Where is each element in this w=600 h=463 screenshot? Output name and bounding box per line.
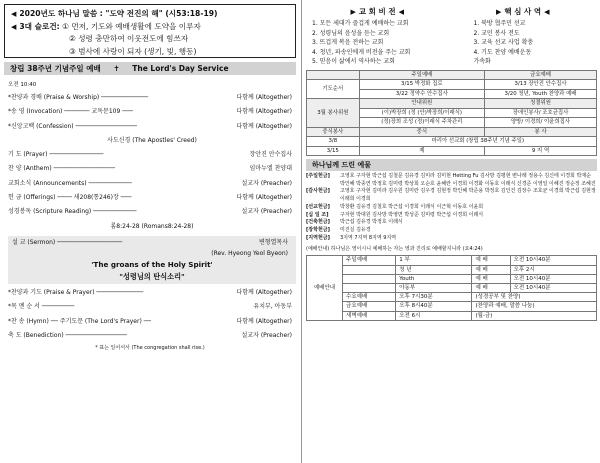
theme-verse: 2020년도 하나님 말씀 : "도약 전진의 해" (시53:18-19) bbox=[19, 9, 218, 18]
worship-schedule-table bbox=[306, 255, 597, 320]
slogan-3: ③ 범사에 사랑이 되자 (생기, 빛, 행동) bbox=[69, 46, 197, 56]
sermon-preacher: 변형열목사 bbox=[259, 238, 288, 246]
table-row: (이)박장희 (정 (안)박장희/이래식) 장애인봉사/ 조호균집사 bbox=[307, 108, 597, 118]
list-item: [선교헌금] 박창환 김유경 김철호 박근섭 이경희 이래식 이근혁 이동호 이윤희 bbox=[306, 203, 484, 210]
list-item: [건축헌금] 박근섭 김유경 박정호 이래식 bbox=[306, 219, 403, 226]
vision-lists bbox=[306, 19, 597, 67]
table-row: 아동부 예 배 오전 10시40분 bbox=[307, 283, 597, 292]
worship-verse: (예배안내) 하나님은 영이시니 예배하는 자는 영과 진리로 예배할지니라 (요4:24) bbox=[306, 246, 483, 253]
list-item: 2. 교민 봉사 전도 bbox=[473, 29, 520, 37]
list-item: 3. 뜨겁게 복음 전하는 교회 bbox=[312, 39, 384, 46]
triangle-icon: ◀ bbox=[11, 22, 17, 31]
vision-list bbox=[306, 19, 457, 67]
order-item: *찬양과 경배 (Praise & Worship) ───────────── 다함께 (Altogether) bbox=[8, 94, 292, 101]
ministry-heading: ▶ 핵 심 사 역 ◀ bbox=[495, 7, 550, 16]
list-item: 1. 북방 협주민 선교 bbox=[473, 20, 526, 27]
service-time: 오전 10:40 bbox=[8, 82, 37, 88]
list-item: [감사헌금] 고영호 구자현 김미라 김우원 김미란 김우경 김현정 박인혜 박준용 박정호 김인건 김장수 조호균 이경희 박근섭 김현정 이래희 이경희 bbox=[306, 188, 596, 203]
list-item: 4. 청년, 파송인에게 비전을 주는 교회 bbox=[312, 48, 411, 56]
order-item: 롬8:24-28 (Romans8:24-28) bbox=[110, 222, 194, 230]
table-row: 3/15 제 9 지 역 bbox=[307, 146, 597, 156]
list-item: 3. 교육 선교 사업 확충 bbox=[473, 39, 534, 46]
sermon-preacher-en: (Rev. Hyeong Yeol Byeon) bbox=[211, 249, 288, 257]
order-item: *목 멘 순 서 ───────── 유치부, 아동부 bbox=[8, 303, 292, 311]
service-title-bar bbox=[4, 62, 296, 75]
order-item: *신앙고백 (Confession) ───────────────── 다함께 (Altogether) bbox=[8, 122, 292, 130]
duty-table bbox=[306, 70, 597, 157]
column-divider bbox=[301, 0, 302, 463]
right-column bbox=[303, 0, 600, 463]
table-row: 수요예배 오후 7시30분 (성경공부 및 찬양) bbox=[307, 293, 597, 302]
table-row: Youth 예 배 오전 10시40분 bbox=[307, 274, 597, 283]
order-item: *찬 송 (Hymn) ── 주기도문 (The Lord's Prayer) ── 다함께 (Altogether) bbox=[8, 317, 292, 325]
slogan-label: 3대 슬로건: bbox=[19, 21, 60, 31]
offering-list bbox=[306, 173, 597, 242]
vision-heading: ▶ 교 회 비 전 ◀ bbox=[350, 7, 405, 16]
table-row: 3월 봉사위원 안내위원 청결위원 bbox=[307, 99, 597, 109]
list-item: [주일헌금] 고영호 구자현 박근섭 김철문 김유경 김미라 김미현 Hetting Fu 김사방 김평현 변나래 정용수 김신태 이경희 박재순 박인혜 박종연 박정호 김미령 박상희 오순호 윤혜란 이경희 이경화 이동호 이래식 신경준 이영일 이혜진 정순정 조혜진 bbox=[306, 173, 596, 187]
table-row: 3/22 정약수 안수집사 3/20 청년, Youth 찬양과 예배 bbox=[307, 89, 597, 99]
order-item: 기 도 (Prayer) ─────────────── 장안진 안수집사 bbox=[8, 151, 292, 159]
order-item: 사도신경 (The Apostles' Creed) bbox=[107, 136, 197, 144]
list-item: 4. 기도 찬양 예배운동 bbox=[473, 48, 532, 56]
offering-title: 하나님께 드린 예물 bbox=[306, 159, 597, 171]
sermon-title-en: 'The groans of the Holy Spirit' bbox=[91, 259, 213, 269]
table-row: 예배안내 주일예배 1 부 예 배 오전 10시40분 bbox=[307, 256, 597, 265]
order-item: 찬 양 (Anthem) ───────────────── 임마누엘 찬양대 bbox=[8, 165, 292, 173]
list-item: 2. 성령님의 음성을 듣는 교회 bbox=[312, 29, 390, 37]
table-row: 기도순서 3/15 박정화 집로 3/13 장안진 안수집사 bbox=[307, 80, 597, 90]
sermon-label: 설 교 (Sermon) ────────────────── bbox=[12, 238, 123, 246]
order-item: 축 도 (Benediction) ───────────────── 설교자 (Preacher) bbox=[8, 331, 292, 339]
table-row: 3/8 마리아 선교회 (창립 38주년 기념 주일) bbox=[307, 137, 597, 147]
order-list bbox=[4, 91, 296, 343]
standing-note: * 표는 일어서서 (The congregation shall rise.) bbox=[95, 345, 205, 352]
order-item: 성경봉독 (Scripture Reading) ──────────── 설교자 (Preacher) bbox=[8, 208, 292, 216]
order-item: *송 영 (Invocation) ─────── 교독문109 ─── 다함께 (Altogether) bbox=[8, 108, 292, 116]
vision-header bbox=[306, 6, 597, 18]
order-item: 헌 금 (Offerings) ──── 새208(통246)장 ─── 다함께 (Altogether) bbox=[8, 194, 292, 202]
table-row: 청 년 예 배 오후 2시 bbox=[307, 265, 597, 274]
order-item: *찬양과 기도 (Praise & Prayer) ───────────── 다함께 (Altogether) bbox=[8, 288, 292, 296]
ministry-list bbox=[457, 19, 597, 67]
table-row: 주일예배 금요예배 bbox=[307, 70, 597, 80]
table-row: (정)장희 조성 (정)이래식 주차관리 양방/ 이경희/ 이윤희집사 bbox=[307, 118, 597, 128]
service-title: 창립 38주년 기념주일 예배 bbox=[10, 64, 101, 73]
sermon-block bbox=[8, 236, 296, 284]
slogan-2: ② 성령 충만하여 이웃전도에 힘쓰자 bbox=[69, 34, 189, 43]
service-title-en: The Lord's Day Service bbox=[132, 64, 229, 73]
list-item: [장학헌금] 미진실 김유경 bbox=[306, 226, 371, 233]
table-row: 새벽예배 오전 6시 (월-금) bbox=[307, 311, 597, 320]
table-row: 중식봉사 중식 봉 사 bbox=[307, 127, 597, 137]
order-item: 교회소식 (Announcements) ──────────── 설교자 (Preacher) bbox=[8, 179, 292, 187]
table-row: 금요예배 오후 8시40분 (찬양과 예배, 말씀 나눔) bbox=[307, 302, 597, 311]
triangle-icon: ◀ bbox=[11, 10, 17, 18]
cross-icon: ✝ bbox=[113, 64, 120, 73]
slogan-1: ① 먼저, 기도와 예배생활에 도약을 이루자 bbox=[62, 21, 201, 31]
list-item: 가속화 bbox=[473, 58, 491, 65]
sermon-title-ko: "성령님의 탄식소리" bbox=[119, 271, 185, 281]
list-item: [십 일 조] 구자현 박대원 김사방 박영면 박성준 김미령 박근섭 이경희 이래식 bbox=[306, 211, 484, 218]
list-item: 5. 믿음이 삶에서 역사하는 교회 bbox=[312, 58, 395, 65]
list-item: [지역헌금] 3지역 7지역 8지역 9지역 bbox=[306, 234, 397, 241]
list-item: 1. 모든 세대가 즐겁게 예배하는 교회 bbox=[312, 20, 409, 27]
theme-box bbox=[4, 4, 296, 58]
